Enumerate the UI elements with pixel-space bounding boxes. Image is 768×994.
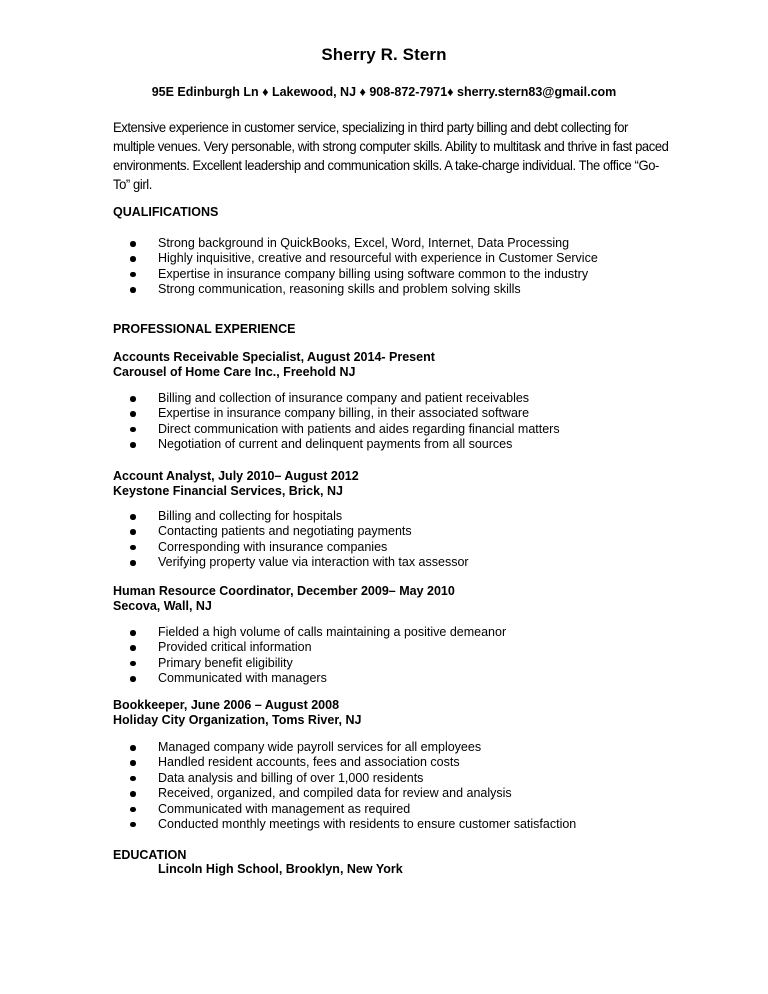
list-item: Corresponding with insurance companies [0,540,768,555]
bullet-icon [130,776,136,782]
bullet-icon [130,560,136,566]
list-item: Strong background in QuickBooks, Excel, Word, Internet, Data Processing [0,236,768,251]
job-organization: Secova, Wall, NJ [113,599,212,613]
list-item: Billing and collection of insurance company and patient receivables [0,391,768,406]
bullet-icon [130,645,136,651]
bullet-icon [130,745,136,751]
job-organization: Carousel of Home Care Inc., Freehold NJ [113,365,356,379]
list-item: Communicated with management as required [0,802,768,817]
job-title: Human Resource Coordinator, December 2009– May 2010 [113,584,455,598]
bullet-icon [130,241,136,247]
bullet-icon [130,272,136,278]
bullet-icon [130,807,136,813]
bullet-icon [130,442,136,448]
bullet-icon [130,287,136,293]
bullet-icon [130,791,136,797]
job-title: Accounts Receivable Specialist, August 2014- Present [113,350,435,364]
job-organization: Keystone Financial Services, Brick, NJ [113,484,343,498]
job-duties-list [0,391,768,453]
job-title: Account Analyst, July 2010– August 2012 [113,469,359,483]
list-item: Provided critical information [0,640,768,655]
list-item: Expertise in insurance company billing using software common to the industry [0,267,768,282]
bullet-icon [130,427,136,433]
job-organization: Holiday City Organization, Toms River, NJ [113,713,362,727]
list-item: Expertise in insurance company billing, in their associated software [0,406,768,421]
list-item: Data analysis and billing of over 1,000 residents [0,771,768,786]
job-title: Bookkeeper, June 2006 – August 2008 [113,698,340,712]
job-duties-list [0,625,768,687]
list-item: Managed company wide payroll services for all employees [0,740,768,755]
list-item: Fielded a high volume of calls maintaining a positive demeanor [0,625,768,640]
section-title-qualifications: QUALIFICATIONS [113,205,219,219]
bullet-icon [130,411,136,417]
bullet-icon [130,256,136,262]
job-duties-list [0,509,768,571]
list-item: Contacting patients and negotiating payments [0,524,768,539]
candidate-name: Sherry R. Stern [321,45,447,64]
bullet-icon [130,514,136,520]
section-title-experience: PROFESSIONAL EXPERIENCE [113,322,296,336]
bullet-icon [130,529,136,535]
list-item: Communicated with managers [0,671,768,686]
bullet-icon [130,676,136,682]
job-duties-list [0,740,768,832]
bullet-icon [130,822,136,828]
bullet-icon [130,760,136,766]
education-school: Lincoln High School, Brooklyn, New York [158,862,403,876]
summary-paragraph: Extensive experience in customer service, specializing in third party billing and debt collecting for multiple venues. Very personable, with strong computer skills. Ability to multitask and thrive in fast paced environments. Excellent leadership and communication skills. A take-charge individual. The office “Go-To” girl. [113,119,669,192]
list-item: Primary benefit eligibility [0,656,768,671]
contact-line: 95E Edinburgh Ln ♦ Lakewood, NJ ♦ 908-872-7971♦ sherry.stern83@gmail.com [151,85,617,99]
list-item: Direct communication with patients and aides regarding financial matters [0,422,768,437]
qualifications-list [0,236,768,298]
bullet-icon [130,545,136,551]
list-item: Negotiation of current and delinquent payments from all sources [0,437,768,452]
bullet-icon [130,661,136,667]
list-item: Verifying property value via interaction with tax assessor [0,555,768,570]
section-title-education: EDUCATION [113,848,187,862]
list-item: Billing and collecting for hospitals [0,509,768,524]
list-item: Received, organized, and compiled data for review and analysis [0,786,768,801]
list-item: Handled resident accounts, fees and association costs [0,755,768,770]
list-item: Strong communication, reasoning skills and problem solving skills [0,282,768,297]
list-item: Highly inquisitive, creative and resourceful with experience in Customer Service [0,251,768,266]
list-item: Conducted monthly meetings with residents to ensure customer satisfaction [0,817,768,832]
bullet-icon [130,630,136,636]
bullet-icon [130,396,136,402]
